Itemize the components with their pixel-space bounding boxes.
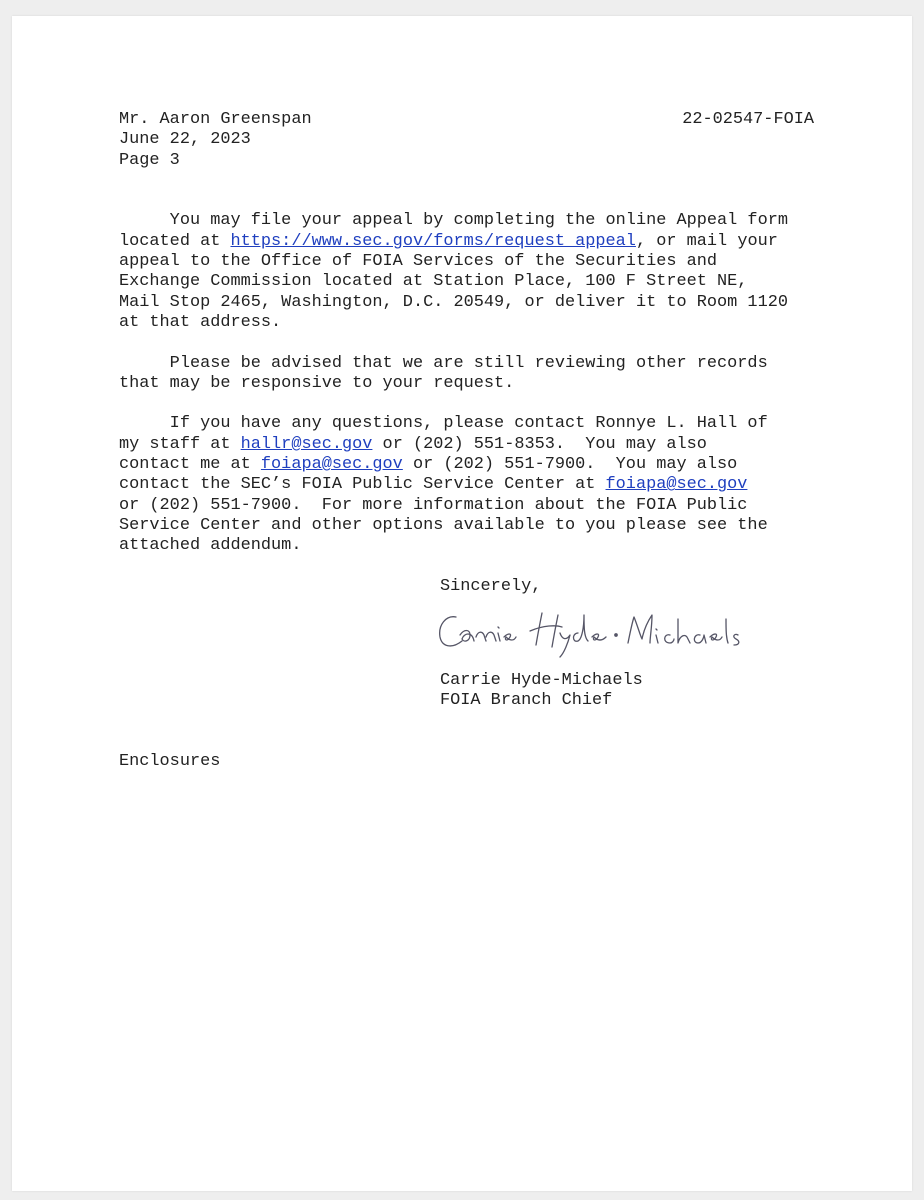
paragraph-line: located at https://www.sec.gov/forms/request_appeal, or mail your [119,231,778,251]
foiapa-email-link-2[interactable]: foiapa@sec.gov [605,475,748,495]
page-number: Page 3 [119,150,180,170]
foiapa-email-link[interactable]: foiapa@sec.gov [260,455,403,475]
paragraph-line: or (202) 551-7900. For more information about the FOIA Public [119,495,748,515]
paragraph-contact [119,414,814,556]
letter-date: June 22, 2023 [119,130,251,150]
paragraph-review [119,354,814,395]
letter-page [12,16,912,1191]
paragraph-line: If you have any questions, please contact Ronnye L. Hall of [119,414,768,434]
paragraph-line: Please be advised that we are still reviewing other records [119,353,768,373]
letter-header [119,110,814,171]
appeal-form-link[interactable]: https://www.sec.gov/forms/request_appeal [230,231,636,251]
paragraph-line: Service Center and other options available to you please see the [119,515,768,535]
recipient-name: Mr. Aaron Greenspan [119,110,312,129]
signature-block [440,577,814,712]
signer-name: Carrie Hyde-Michaels [440,671,643,691]
paragraph-line: Mail Stop 2465, Washington, D.C. 20549, or deliver it to Room 1120 [119,292,788,312]
paragraph-line: that may be responsive to your request. [119,373,515,393]
paragraph-line: at that address. [119,312,282,332]
enclosures-note: Enclosures [119,752,221,772]
recipient-block [119,110,312,171]
salutation: Sincerely, [440,576,542,596]
hallr-email-link[interactable]: hallr@sec.gov [240,434,373,454]
letter-body [119,110,814,773]
paragraph-line: Exchange Commission located at Station Place, 100 F Street NE, [119,272,748,292]
paragraph-line: appeal to the Office of FOIA Services of the Securities and [119,252,718,272]
paragraph-line: attached addendum. [119,536,302,556]
paragraph-line: contact the SEC’s FOIA Public Service Center at foiapa@sec.gov [119,475,748,495]
signer-title: FOIA Branch Chief [440,691,613,711]
paragraph-line: contact me at foiapa@sec.gov or (202) 551-7900. You may also [119,455,738,475]
reference-number: 22-02547-FOIA [682,110,814,129]
handwritten-signature [434,603,764,659]
paragraph-line: You may file your appeal by completing the online Appeal form [119,211,788,231]
paragraph-appeal [119,211,814,333]
paragraph-line: my staff at hallr@sec.gov or (202) 551-8353. You may also [119,434,707,454]
